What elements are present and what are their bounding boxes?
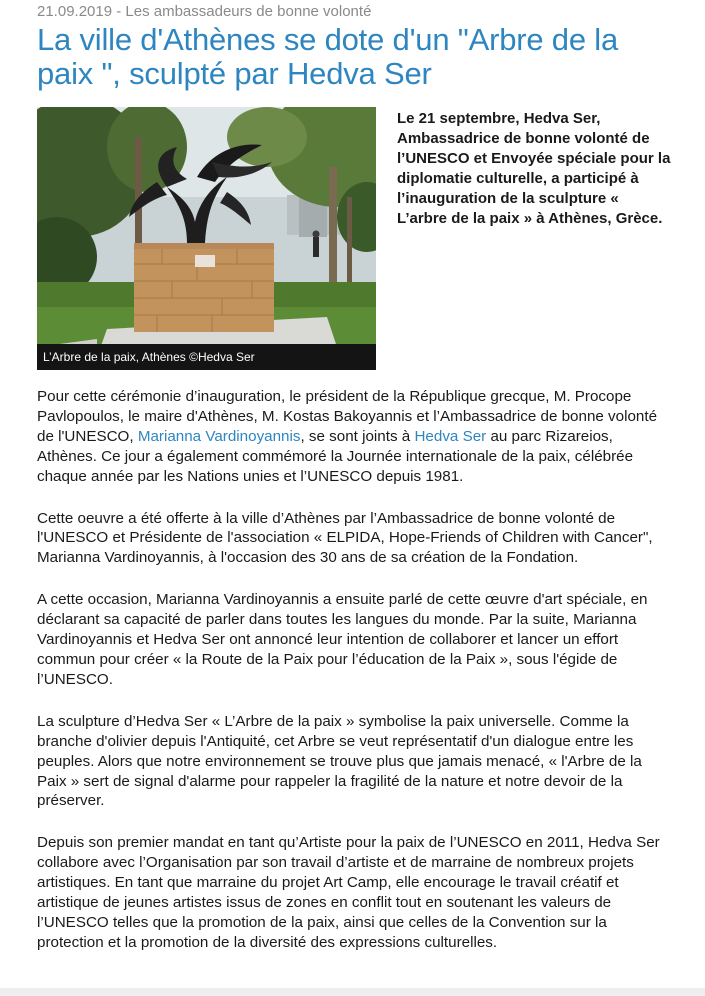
paragraph-mandate: Depuis son premier mandat en tant qu’Artiste pour la paix de l’UNESCO en 2011, Hedva Ser collabore avec l’Organisation par son travail d’artiste et de marraine de nombreux projets artistiques. En tant que marraine du projet Art Camp, elle encourage le travail créatif et artistique de jeunes artistes issus de zones en conflit tout en soutenant les valeurs de l’UNESCO telles que la promotion de la paix, ainsi que celles de la Convention sur la protection et la promotion de la diversité des expressions culturelles. — [37, 834, 660, 951]
paragraph-offering: Cette oeuvre a été offerte à la ville d’Athènes par l’Ambassadrice de bonne volonté de l'UNESCO et Présidente de l'association « ELPIDA, Hope-Friends of Children with Cancer", Marianna Vardinoyannis, à l'occasion des 30 ans de sa création de la Fondation. — [37, 509, 653, 567]
link-hedva-ser[interactable]: Hedva Ser — [414, 427, 487, 445]
article-body — [37, 387, 667, 975]
paragraph-text: au parc Rizareios, Athènes. Ce jour a également commémoré la Journée internationale de la paix, célébrée chaque année par les Nations unies et l’UNESCO depuis 1981. — [37, 427, 634, 485]
photo-caption: L’Arbre de la paix, Athènes ©Hedva Ser — [37, 344, 376, 370]
article-meta: 21.09.2019 - Les ambassadeurs de bonne volonté — [37, 3, 372, 20]
sculpture-photo — [37, 107, 376, 370]
link-marianna-vardinoyannis[interactable]: Marianna Vardinoyannis — [137, 427, 301, 445]
paragraph-symbol: La sculpture d’Hedva Ser « L’Arbre de la paix » symbolise la paix universelle. Comme la branche d'olivier depuis l'Antiquité, cet Arbre se veut représentatif d'un dialogue entre les peuples. Alors que notre environnement se trouve plus que jamais menacé, « l'Arbre de la Paix » sert de signal d'alarme pour rappeler la fragilité de la nature et notre devoir de la préserver. — [37, 712, 642, 810]
article-top — [37, 107, 671, 370]
lead-paragraph: Le 21 septembre, Hedva Ser, Ambassadrice de bonne volonté de l’UNESCO et Envoyée spéciale pour la diplomatie culturelle, a participé à l’inauguration de la sculpture « L’arbre de la paix » à Athènes, Grèce. — [397, 110, 671, 227]
page-title: La ville d'Athènes se dote d'un "Arbre de la paix ", sculpté par Hedva Ser — [37, 22, 619, 91]
photo-illustration — [37, 107, 376, 370]
paragraph-ceremony — [37, 387, 667, 487]
page-bottom-divider — [0, 988, 705, 996]
paragraph-text: , se sont joints à — [300, 427, 415, 445]
paragraph-occasion: A cette occasion, Marianna Vardinoyannis a ensuite parlé de cette œuvre d'art spéciale, en déclarant sa capacité de parler dans toutes les langues du monde. Par la suite, Marianna Vardinoyannis et Hedva Ser ont annoncé leur intention de collaborer et lancer un effort commun pour créer « la Route de la Paix pour l’éducation de la Paix », sous l'égide de l’UNESCO. — [37, 591, 648, 688]
article-header — [37, 0, 671, 370]
paragraph-text: Pour cette cérémonie d’inauguration, le président de la République grecque, M. Procope Pavlopoulos, le maire d'Athènes, M. Kostas Bakoyannis et l’Ambassadrice de bonne volonté de l'UNESCO, — [37, 388, 658, 445]
